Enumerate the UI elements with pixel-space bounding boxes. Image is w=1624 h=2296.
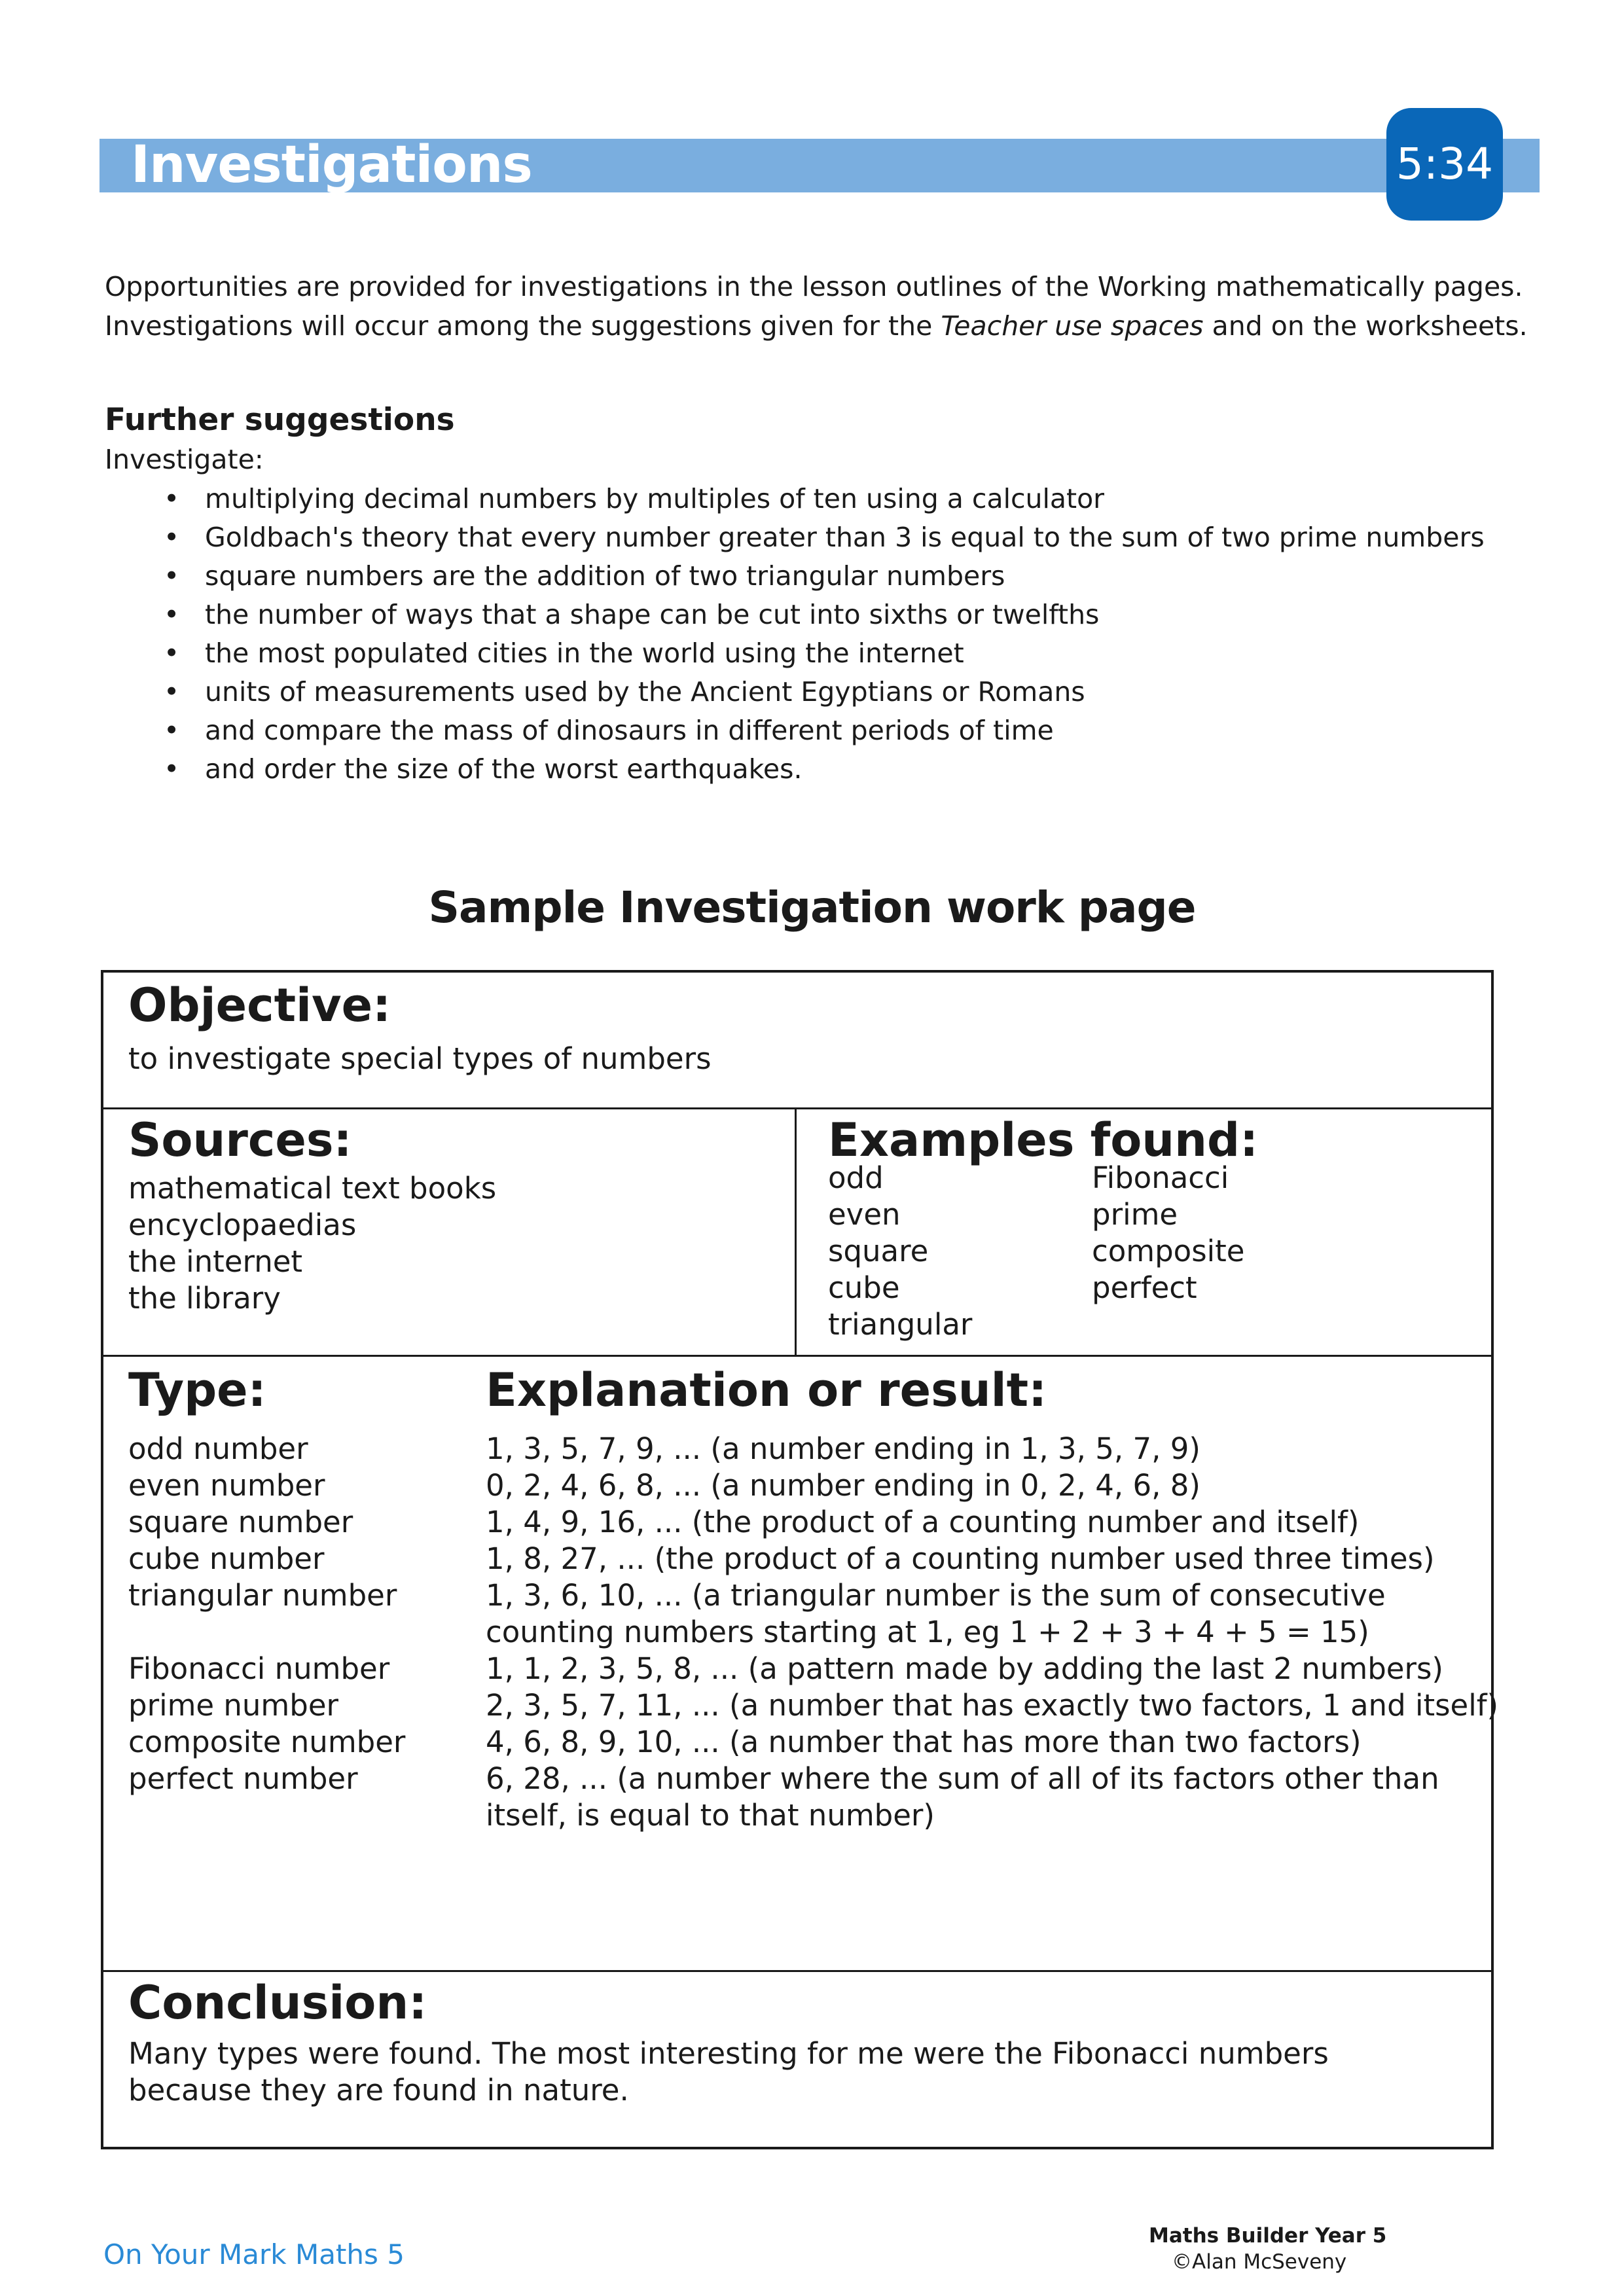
intro-line-2: [105, 306, 1545, 346]
intro-line-2-end: and on the worksheets.: [1203, 310, 1528, 342]
sample-worksheet-title: Sample Investigation work page: [428, 882, 1196, 933]
list-item: cube: [828, 1270, 900, 1305]
list-item: • multiplying decimal numbers by multiples of ten using a calculator: [164, 480, 1485, 518]
explanation-cell: 1, 4, 9, 16, ... (the product of a counting number and itself): [486, 1505, 1360, 1539]
divider-sources: [101, 1355, 1494, 1357]
list-item: composite: [1092, 1234, 1245, 1268]
explanation-cell: 4, 6, 8, 9, 10, ... (a number that has more than two factors): [486, 1725, 1362, 1759]
examples-heading: Examples found:: [828, 1113, 1259, 1167]
investigate-lead: Investigate:: [105, 444, 264, 475]
conclusion-line-1: Many types were found. The most interesting for me were the Fibonacci numbers: [128, 2036, 1329, 2071]
type-cell: triangular number: [128, 1578, 397, 1613]
further-suggestions-heading: Further suggestions: [105, 402, 455, 438]
explanation-cell: 1, 3, 6, 10, ... (a triangular number is the sum of consecutive: [486, 1578, 1386, 1613]
divider-vertical: [795, 1107, 797, 1356]
explanation-cell: counting numbers starting at 1, eg 1 + 2 + 3 + 4 + 5 = 15): [486, 1615, 1369, 1649]
explanation-cell: itself, is equal to that number): [486, 1798, 935, 1833]
list-item: even: [828, 1197, 901, 1232]
type-cell: odd number: [128, 1431, 308, 1466]
list-item: the library: [128, 1281, 281, 1316]
list-item: triangular: [828, 1307, 973, 1342]
sources-heading: Sources:: [128, 1113, 352, 1167]
divider-objective: [101, 1107, 1494, 1109]
spacer: [128, 1614, 405, 1651]
list-item: • Goldbach's theory that every number greater than 3 is equal to the sum of two prime numbers: [164, 518, 1485, 557]
objective-text: to investigate special types of numbers: [128, 1041, 712, 1076]
page-title: Investigations: [131, 135, 532, 194]
list-item: • and order the size of the worst earthquakes.: [164, 750, 1485, 789]
suggestion-list: [164, 480, 1485, 789]
type-cell: Fibonacci number: [128, 1651, 390, 1686]
type-cell: square number: [128, 1505, 353, 1539]
type-cell: even number: [128, 1468, 325, 1503]
list-item: the internet: [128, 1244, 303, 1279]
examples-column-1: [828, 1160, 972, 1343]
explanation-cell: 2, 3, 5, 7, 11, ... (a number that has exactly two factors, 1 and itself): [486, 1688, 1499, 1723]
explanation-cell: 0, 2, 4, 6, 8, ... (a number ending in 0, 2, 4, 6, 8): [486, 1468, 1200, 1503]
list-item: Fibonacci: [1092, 1160, 1229, 1195]
list-item: square: [828, 1234, 929, 1268]
intro-emphasis: Teacher use spaces: [941, 310, 1204, 342]
lesson-number-badge: 5:34: [1386, 108, 1503, 221]
type-cell: composite number: [128, 1725, 406, 1759]
list-item: prime: [1092, 1197, 1178, 1232]
list-item: • the most populated cities in the world using the internet: [164, 634, 1485, 673]
list-item: encyclopaedias: [128, 1208, 357, 1242]
list-item: • units of measurements used by the Ancient Egyptians or Romans: [164, 673, 1485, 711]
footer-book-title: Maths Builder Year 5: [1149, 2224, 1387, 2248]
list-item: perfect: [1092, 1270, 1197, 1305]
type-column: [128, 1431, 405, 1797]
type-cell: prime number: [128, 1688, 339, 1723]
intro-paragraph: [105, 267, 1545, 346]
explanation-cell: 1, 1, 2, 3, 5, 8, ... (a pattern made by adding the last 2 numbers): [486, 1651, 1443, 1686]
divider-conclusion: [101, 1970, 1494, 1972]
explanation-cell: 1, 3, 5, 7, 9, ... (a number ending in 1, 3, 5, 7, 9): [486, 1431, 1200, 1466]
type-cell: cube number: [128, 1541, 325, 1576]
type-cell: perfect number: [128, 1761, 358, 1796]
list-item: • square numbers are the addition of two triangular numbers: [164, 557, 1485, 596]
sources-list: [128, 1170, 496, 1317]
intro-line-1: Opportunities are provided for investigations in the lesson outlines of the Working mathematically pages.: [105, 271, 1523, 302]
explanation-cell: 6, 28, ... (a number where the sum of all of its factors other than: [486, 1761, 1439, 1796]
list-item: mathematical text books: [128, 1171, 497, 1206]
explanation-heading: Explanation or result:: [486, 1363, 1047, 1417]
footer-series-title: On Your Mark Maths 5: [103, 2238, 405, 2270]
worksheet-border-top: [101, 970, 1494, 973]
list-item: odd: [828, 1160, 884, 1195]
examples-column-2: [1092, 1160, 1244, 1306]
list-item: • the number of ways that a shape can be cut into sixths or twelfths: [164, 596, 1485, 634]
list-item: • and compare the mass of dinosaurs in different periods of time: [164, 711, 1485, 750]
conclusion-heading: Conclusion:: [128, 1976, 427, 2030]
worksheet-border-left: [101, 970, 103, 2149]
worksheet-border-bottom: [101, 2147, 1494, 2149]
explanation-column: [486, 1431, 1498, 1834]
explanation-cell: 1, 8, 27, ... (the product of a counting number used three times): [486, 1541, 1435, 1576]
type-heading: Type:: [128, 1363, 266, 1417]
conclusion-line-2: because they are found in nature.: [128, 2073, 629, 2108]
objective-heading: Objective:: [128, 978, 391, 1032]
intro-line-2-start: Investigations will occur among the suggestions given for the: [105, 310, 941, 342]
conclusion-text: [128, 2036, 1329, 2109]
footer-copyright: ©Alan McSeveny: [1172, 2250, 1347, 2274]
